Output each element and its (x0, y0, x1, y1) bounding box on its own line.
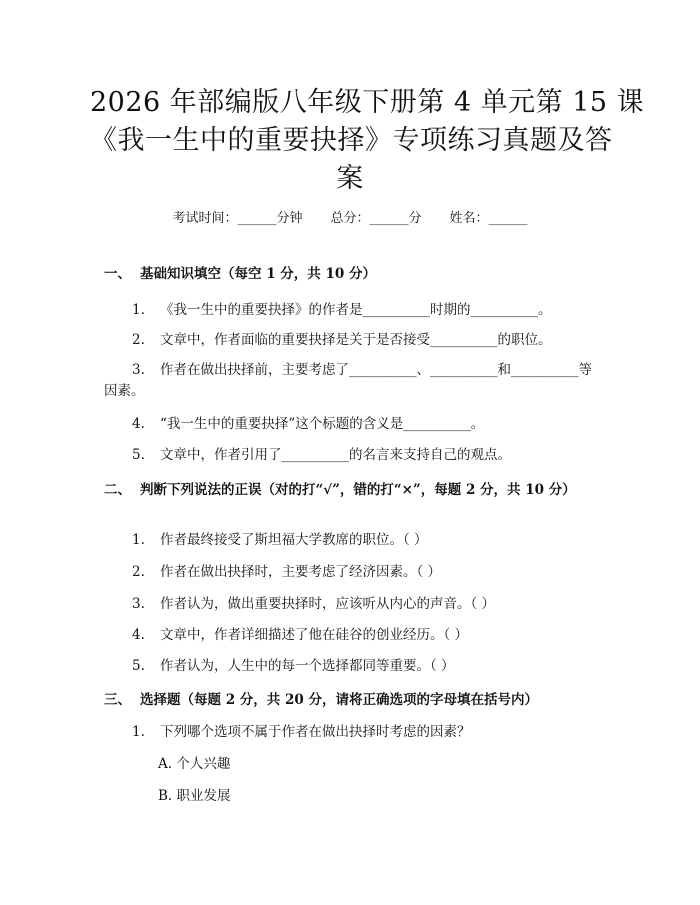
question-item (132, 562, 441, 583)
question-number: 1. (132, 724, 145, 740)
question-text: 《我一生中的重要抉择》的作者是__________时期的__________。 (160, 302, 552, 318)
question-number: 3. (132, 596, 145, 612)
section-title: 判断下列说法的正误（对的打“√”，错的打“×”，每题 2 分，共 10 分） (140, 482, 576, 498)
choice-option-b: B. 职业发展 (158, 788, 231, 804)
choice-option-a: A. 个人兴趣 (158, 756, 231, 772)
section-number: 一、 (104, 266, 131, 282)
question-number: 5. (132, 447, 145, 463)
total-score-field: 总分：______分 (330, 211, 422, 226)
section-heading-3 (104, 690, 604, 711)
question-number: 2. (132, 332, 145, 348)
question-number: 4. (132, 627, 145, 643)
question-item (132, 594, 495, 615)
question-item (132, 300, 552, 321)
document-title (90, 84, 645, 198)
question-item (132, 530, 428, 551)
question-text: 作者在做出抉择时，主要考虑了经济因素。（ ） (160, 564, 442, 580)
question-number: 3. (132, 362, 145, 378)
question-number: 1. (132, 532, 145, 548)
question-number: 2. (132, 564, 145, 580)
section-number: 二、 (104, 482, 131, 498)
question-number: 4. (132, 416, 145, 432)
question-text: “我一生中的重要抉择”这个标题的含义是__________。 (160, 416, 485, 432)
section-title: 选择题（每题 2 分，共 20 分，请将正确选项的字母填在括号内） (140, 692, 538, 708)
question-item (132, 445, 511, 466)
question-item (132, 656, 455, 677)
question-text: 下列哪个选项不属于作者在做出抉择时考虑的因素？ (160, 724, 471, 740)
question-text: 作者认为，做出重要抉择时，应该听从内心的声音。（ ） (160, 596, 496, 612)
question-item (104, 360, 604, 402)
question-number: 5. (132, 658, 145, 674)
question-item (132, 722, 471, 743)
title-line-1: 2026 年部编版八年级下册第 4 单元第 15 课 (90, 87, 645, 118)
question-text: 作者认为，人生中的每一个选择都同等重要。（ ） (160, 658, 455, 674)
section-number: 三、 (104, 692, 131, 708)
section-heading-2 (104, 480, 604, 501)
section-title: 基础知识填空（每空 1 分，共 10 分） (140, 266, 376, 282)
section-heading-1 (104, 264, 604, 285)
title-line-3: 案 (336, 163, 364, 194)
question-item (132, 330, 552, 351)
exam-info-line (0, 207, 700, 226)
question-text: 作者最终接受了斯坦福大学教席的职位。（ ） (160, 532, 428, 548)
question-text: 作者在做出抉择前，主要考虑了__________、__________和__________等因素。 (104, 362, 592, 399)
question-text: 文章中，作者引用了__________的名言来支持自己的观点。 (160, 447, 511, 463)
name-field: 姓名：______ (449, 211, 528, 226)
question-number: 1. (132, 302, 145, 318)
exam-time-field: 考试时间：______分钟 (172, 211, 303, 226)
question-text: 文章中，作者详细描述了他在硅谷的创业经历。（ ） (160, 627, 469, 643)
question-item (132, 414, 484, 435)
question-item (132, 625, 468, 646)
title-line-2: 《我一生中的重要抉择》专项练习真题及答 (90, 125, 613, 156)
question-text: 文章中，作者面临的重要抉择是关于是否接受__________的职位。 (160, 332, 552, 348)
